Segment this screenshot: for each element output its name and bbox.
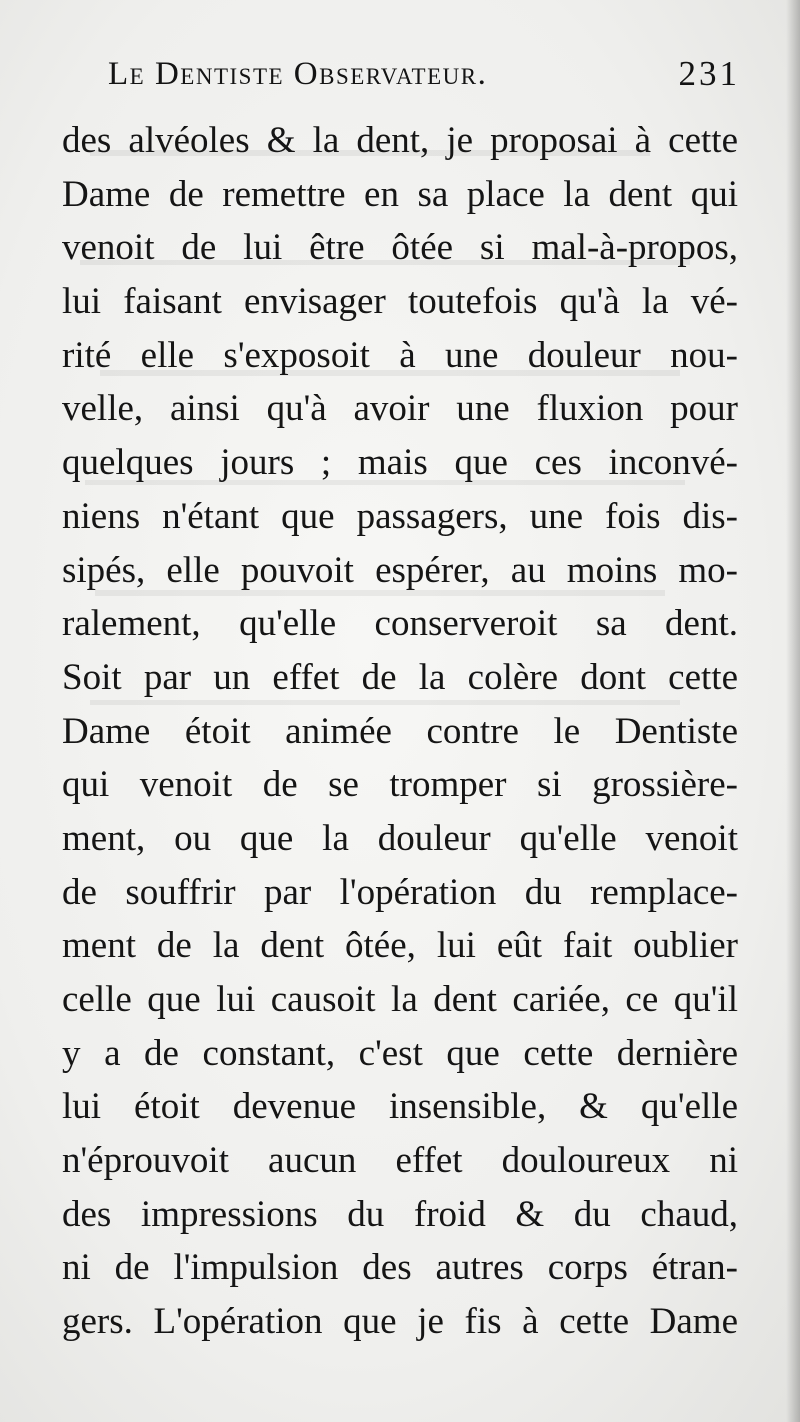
text-line: niens n'étant que passagers, une fois dis- — [62, 495, 738, 537]
text-line: celle que lui causoit la dent cariée, ce qu'il — [62, 979, 738, 1020]
page-edge-shadow — [786, 0, 800, 1422]
text-line: des alvéoles & la dent, je proposai à cette — [62, 120, 738, 161]
text-line: sipés, elle pouvoit espérer, au moins mo- — [62, 549, 738, 591]
page-number: 231 — [678, 54, 740, 93]
text-line: Soit par un effet de la colère dont cette — [62, 656, 738, 698]
text-line: ment de la dent ôtée, lui eût fait oublier — [62, 925, 738, 967]
text-line: gers. L'opération que je fis à cette Dame — [62, 1301, 738, 1343]
running-header — [108, 50, 740, 98]
text-line: n'éprouvoit aucun effet douloureux ni — [62, 1140, 738, 1182]
text-line: rité elle s'exposoit à une douleur nou- — [62, 334, 738, 376]
text-line: de souffrir par l'opération du remplace- — [62, 871, 738, 913]
text-line: ni de l'impulsion des autres corps étran- — [62, 1247, 738, 1289]
text-line: des impressions du froid & du chaud, — [62, 1193, 738, 1235]
text-line: velle, ainsi qu'à avoir une fluxion pour — [62, 388, 738, 430]
text-line: ment, ou que la douleur qu'elle venoit — [62, 817, 738, 859]
text-line: lui faisant envisager toutefois qu'à la vé- — [62, 281, 738, 323]
text-line: quelques jours ; mais que ces inconvé- — [62, 442, 738, 484]
text-line: lui étoit devenue insensible, & qu'elle — [62, 1086, 738, 1128]
text-line: ralement, qu'elle conserveroit sa dent. — [62, 603, 738, 645]
text-line: Dame étoit animée contre le Dentiste — [62, 710, 738, 752]
body-text — [62, 114, 738, 1349]
text-line: qui venoit de se tromper si grossière- — [62, 764, 738, 806]
text-line: venoit de lui être ôtée si mal-à-propos, — [62, 227, 738, 269]
running-title: Le Dentiste Observateur. — [108, 56, 488, 92]
text-line: y a de constant, c'est que cette dernière — [62, 1032, 738, 1074]
text-line: Dame de remettre en sa place la dent qui — [62, 173, 738, 215]
